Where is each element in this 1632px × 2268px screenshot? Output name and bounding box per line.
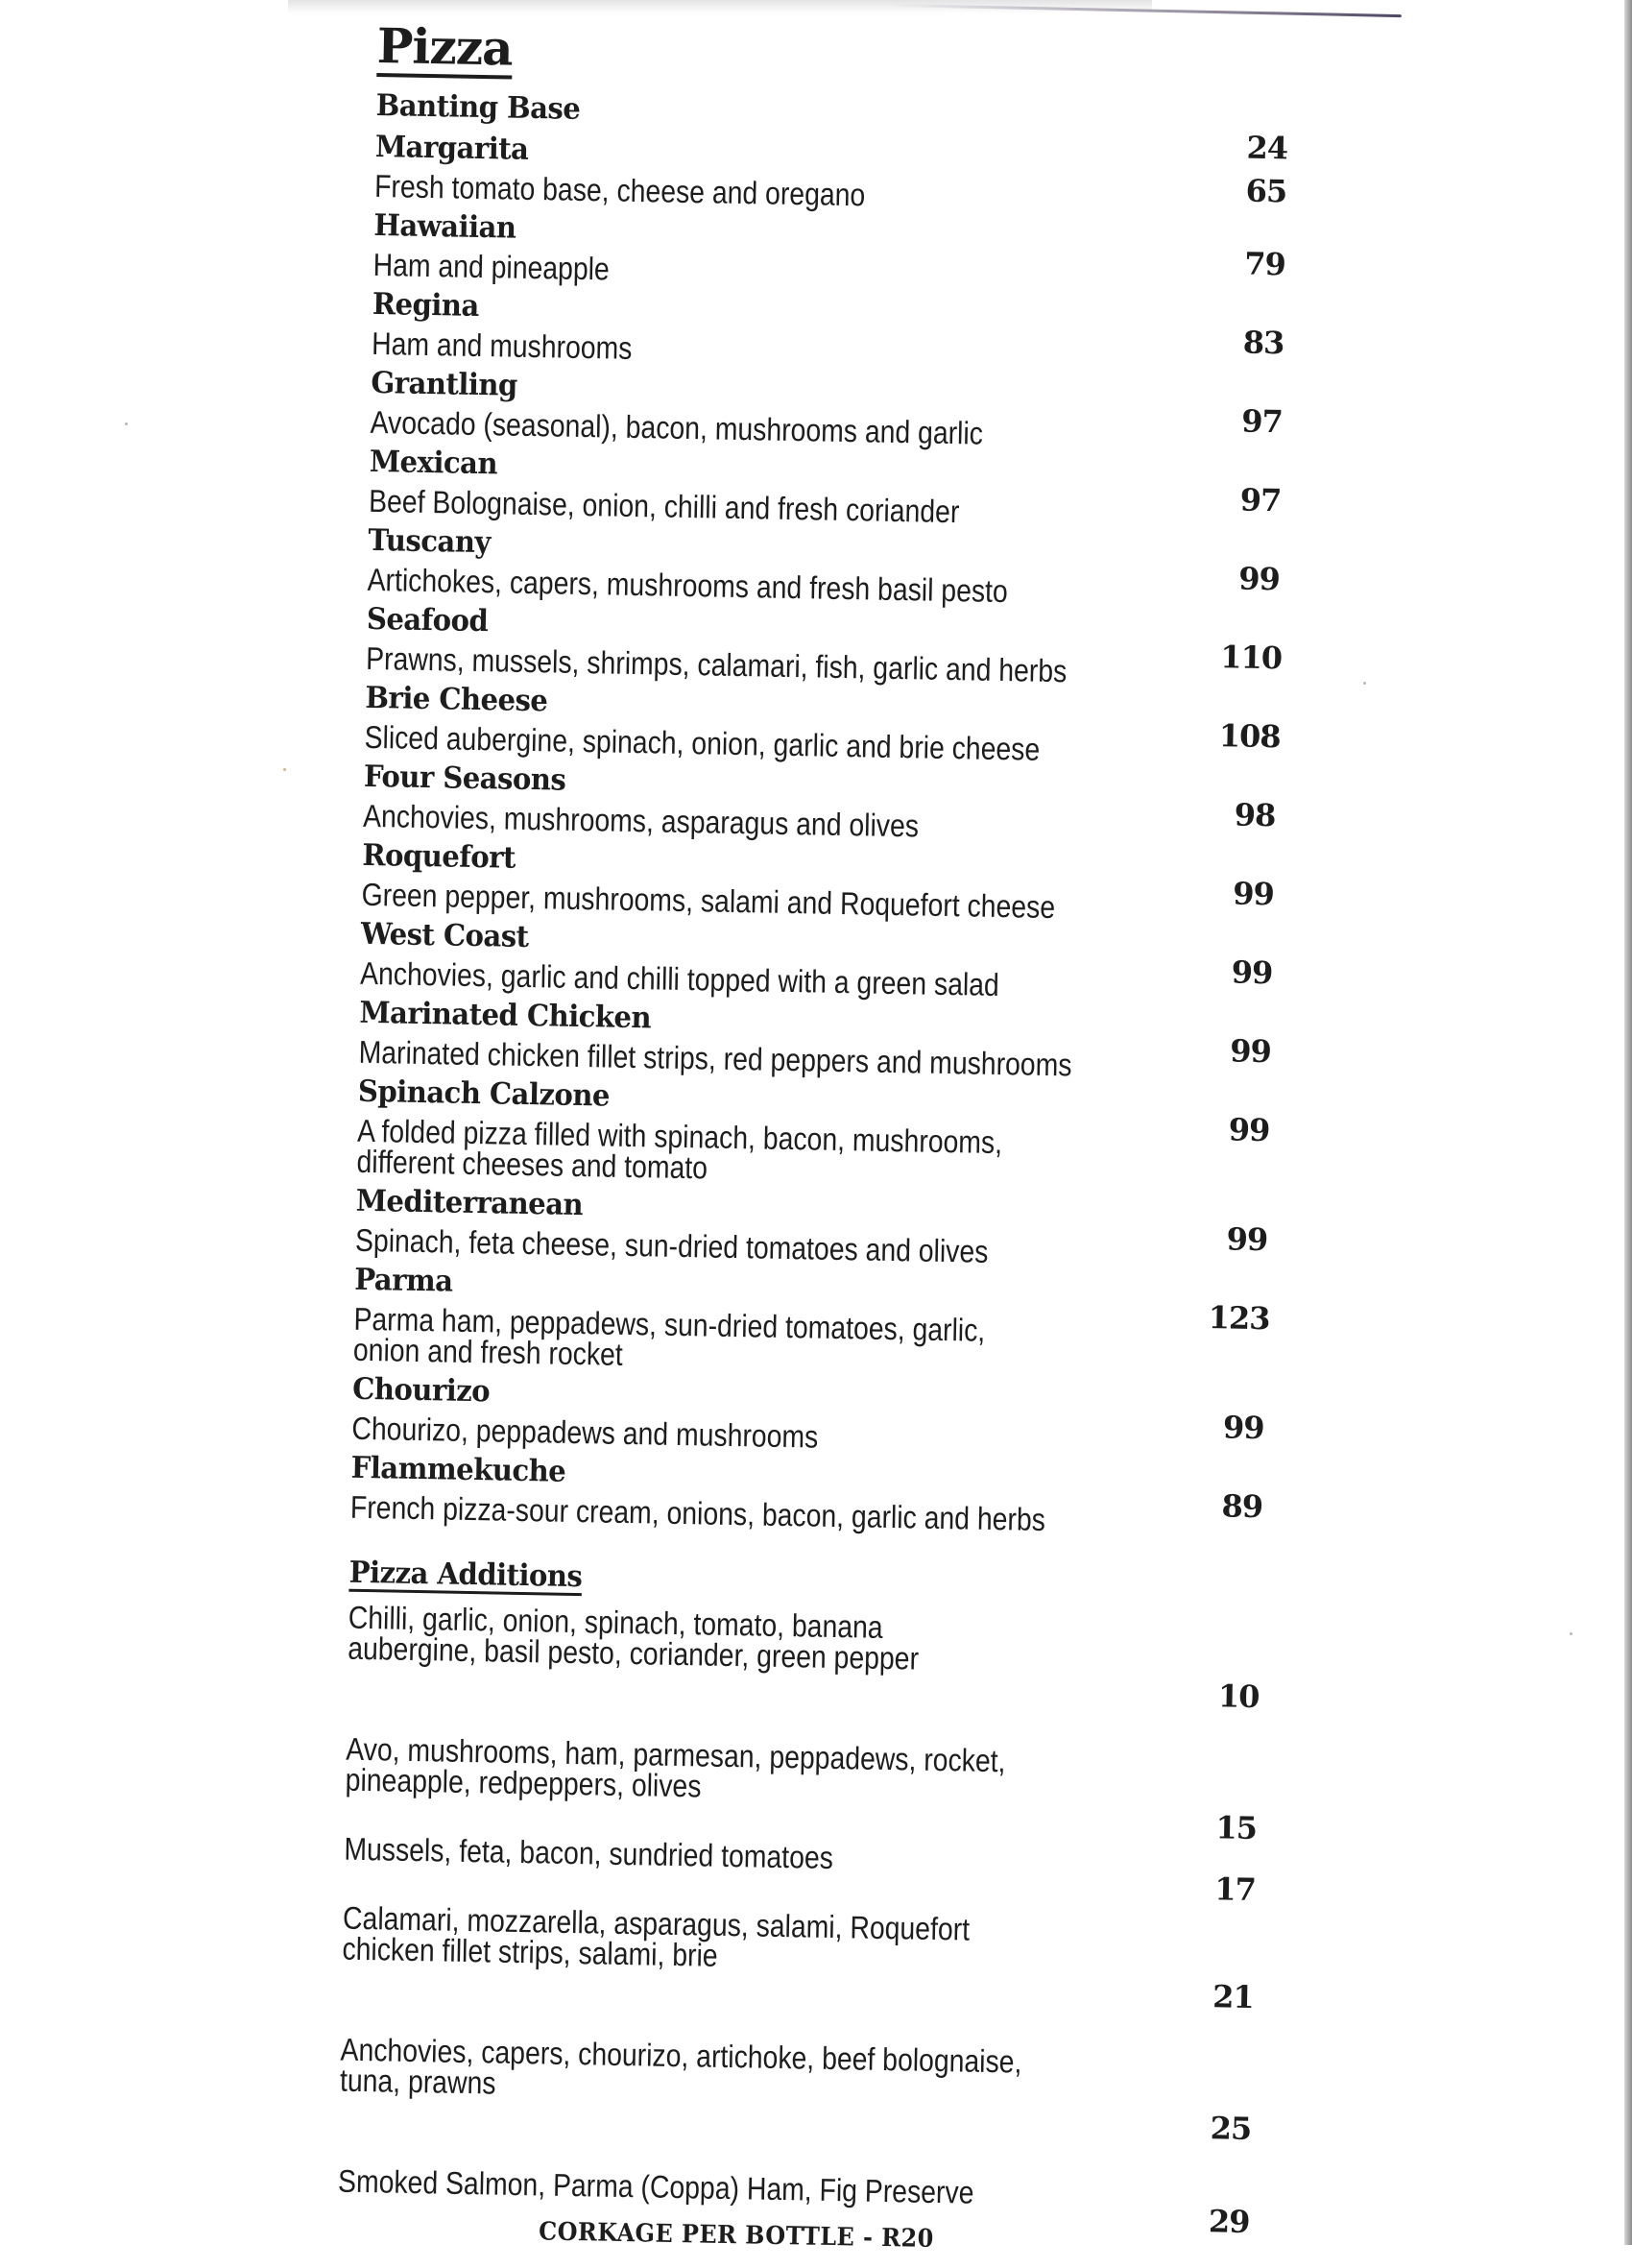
pizza-item-description: Chourizo, peppadews and mushrooms xyxy=(351,1410,819,1455)
pizza-item-name: Chourizo xyxy=(351,1371,491,1410)
menu-body xyxy=(337,0,1338,2262)
addition-price: 29 xyxy=(1208,2203,1250,2240)
addition-description: Avo, mushrooms, ham, parmesan, peppadews, rocket, pineapple, redpeppers, olives xyxy=(345,1730,1006,1804)
addition-price: 15 xyxy=(1215,1809,1258,1847)
addition-price: 25 xyxy=(1210,2110,1252,2148)
pizza-item-name: Hawaiian xyxy=(373,207,516,246)
scan-speck xyxy=(1363,682,1366,685)
pizza-item-description: Sliced aubergine, spinach, onion, garlic and brie cheese xyxy=(364,718,1041,767)
pizza-item-description: Spinach, feta cheese, sun-dried tomatoes and olives xyxy=(354,1221,989,1269)
pizza-item-name: Seafood xyxy=(366,601,489,639)
pizza-item-price: 65 xyxy=(1245,172,1287,210)
additions-title: Pizza Additions xyxy=(348,1555,583,1595)
pizza-item-name: Four Seasons xyxy=(363,759,566,798)
scan-speck xyxy=(283,768,286,771)
pizza-item-name: Marinated Chicken xyxy=(359,995,652,1036)
pizza-item-name: Flammekuche xyxy=(350,1450,566,1489)
banting-base-price: 24 xyxy=(1246,129,1288,167)
addition-description: Mussels, feta, bacon, sundried tomatoes xyxy=(344,1830,834,1875)
pizza-item-price: 79 xyxy=(1243,245,1286,283)
pizza-item-price: 83 xyxy=(1242,324,1284,362)
pizza-item-price: 99 xyxy=(1222,1409,1264,1447)
pizza-item-price: 99 xyxy=(1229,1032,1272,1071)
pizza-item-description: Ham and pineapple xyxy=(372,246,611,287)
pizza-item-name: Regina xyxy=(372,286,480,324)
scan-speck xyxy=(125,422,128,425)
pizza-item-description: A folded pizza filled with spinach, bacon, mushrooms, different cheeses and tomato xyxy=(356,1112,1003,1186)
pizza-item-price: 110 xyxy=(1219,639,1283,677)
pizza-item-description: Marinated chicken fillet strips, red peppers and mushrooms xyxy=(358,1033,1072,1083)
addition-description: Anchovies, capers, chourizo, artichoke, beef bolognaise, tuna, prawns xyxy=(339,2031,1022,2101)
pizza-item-description: Green pepper, mushrooms, salami and Roquefort cheese xyxy=(361,876,1056,926)
pizza-item-price: 99 xyxy=(1228,1111,1270,1149)
pizza-item-price: 108 xyxy=(1218,717,1281,756)
pizza-item-description: Artichokes, capers, mushrooms and fresh basil pesto xyxy=(367,561,1009,610)
pizza-item-name: Parma xyxy=(353,1262,453,1299)
pizza-item-description: Ham and mushrooms xyxy=(371,325,633,366)
pizza-item-price: 99 xyxy=(1232,875,1275,913)
pizza-item-price: 98 xyxy=(1234,796,1276,834)
pizza-item-name: West Coast xyxy=(360,916,529,955)
pizza-item-description: Fresh tomato base, cheese and oregano xyxy=(373,167,866,213)
pizza-item-description: Beef Bolognaise, onion, chilli and fresh coriander xyxy=(368,482,960,530)
pizza-item-price: 99 xyxy=(1237,560,1281,598)
pizza-item-description: Prawns, mussels, shrimps, calamari, fish, garlic and herbs xyxy=(365,639,1068,689)
banting-base-name: Banting Base xyxy=(375,87,581,127)
addition-price: 21 xyxy=(1212,1978,1255,2016)
pizza-item-price: 99 xyxy=(1226,1220,1268,1259)
page-title: Pizza xyxy=(376,19,513,80)
pizza-item-price: 97 xyxy=(1240,402,1284,441)
pizza-item-description: French pizza-sour cream, onions, bacon, garlic and herbs xyxy=(349,1488,1046,1537)
pizza-item-price: 97 xyxy=(1239,481,1282,519)
pizza-item-name: Margarita xyxy=(374,129,529,167)
pizza-item-name: Brie Cheese xyxy=(365,680,548,719)
pizza-item-price: 123 xyxy=(1208,1299,1270,1338)
pizza-item-name: Mexican xyxy=(369,444,498,482)
addition-description: Chilli, garlic, onion, spinach, tomato, banana aubergine, basil pesto, coriander, green pepper xyxy=(347,1599,920,1677)
pizza-item-name: Grantling xyxy=(371,365,518,403)
pizza-item-description: Anchovies, mushrooms, asparagus and olives xyxy=(362,797,920,844)
pizza-item-name: Mediterranean xyxy=(355,1183,584,1223)
pizza-item-price: 89 xyxy=(1221,1487,1263,1526)
pizza-item-description: Anchovies, garlic and chilli topped with a green salad xyxy=(359,954,1000,1002)
addition-price: 10 xyxy=(1217,1677,1260,1716)
scan-speck xyxy=(1570,1632,1572,1635)
pizza-item-description: Avocado (seasonal), bacon, mushrooms and garlic xyxy=(370,403,984,451)
pizza-item-name: Roquefort xyxy=(362,837,516,876)
addition-description: Calamari, mozzarella, asparagus, salami, Roquefort chicken fillet strips, salami, brie xyxy=(342,1899,971,1973)
pizza-item-description: Parma ham, peppadews, sun-dried tomatoes, garlic, onion and fresh rocket xyxy=(352,1300,986,1372)
pizza-item-name: Tuscany xyxy=(368,522,492,561)
corkage-note: CORKAGE PER BOTTLE - R20 xyxy=(538,2217,935,2254)
addition-price: 17 xyxy=(1213,1870,1257,1909)
pizza-item-name: Spinach Calzone xyxy=(357,1074,611,1114)
pizza-item-price: 99 xyxy=(1231,953,1273,992)
addition-description: Smoked Salmon, Parma (Coppa) Ham, Fig Preserve xyxy=(337,2162,974,2210)
